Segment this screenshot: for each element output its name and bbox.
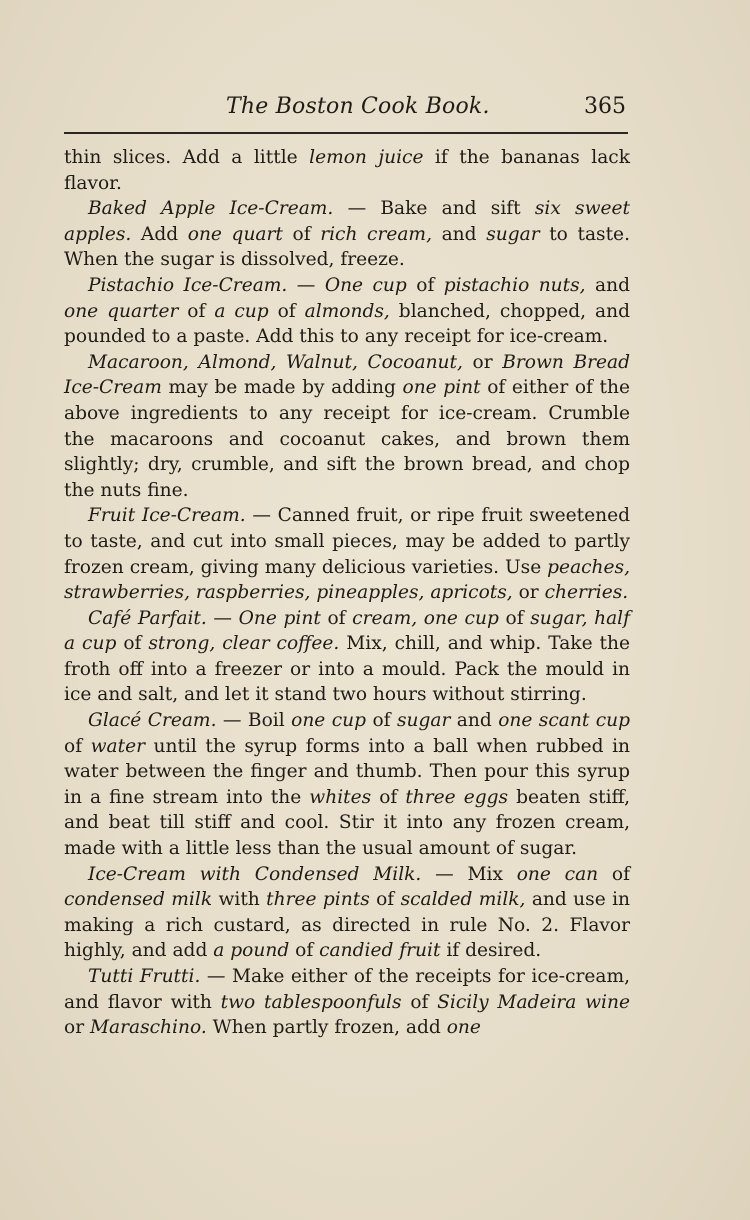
italic-text-run: sugar, half a cup xyxy=(64,607,631,655)
page-body-text xyxy=(64,145,630,1041)
text-run: and xyxy=(585,274,631,296)
header-rule xyxy=(64,132,628,134)
text-run: beaten stiff, and beat till stiff and cool. Stir it into any frozen cream, made with a little less than the usual amount of sugar. xyxy=(64,786,630,860)
text-run: thin slices. Add a little xyxy=(64,147,310,168)
italic-text-run: peaches, strawberries, raspberries, pineapples, apricots, xyxy=(64,556,630,604)
text-run: of either of the above ingredients to any receipt for ice-cream. Crumble the macaroons and cocoanut cakes, and brown them slightly; dry, crumble, and sift the brown bread, and chop the nuts fine. xyxy=(64,377,630,501)
text-run: When partly frozen, add xyxy=(206,1017,447,1039)
text-run: of xyxy=(406,274,444,296)
text-run: Add xyxy=(131,223,188,245)
italic-text-run: cream, xyxy=(352,607,418,629)
text-run: of xyxy=(598,863,630,885)
text-run: — xyxy=(206,607,239,629)
italic-text-run: One cup xyxy=(324,274,407,296)
italic-text-run: Fruit Ice-Cream. xyxy=(88,505,246,527)
text-run: or xyxy=(64,1017,90,1039)
page-number: 365 xyxy=(584,94,626,119)
text-run: until the syrup forms into a ball when rubbed in water between the finger and thumb. Then pour this syrup in a fine stream into the xyxy=(64,735,630,808)
text-run: — Bake and sift xyxy=(333,198,535,220)
italic-text-run: one cup xyxy=(291,710,367,732)
italic-text-run: one quarter xyxy=(64,300,179,322)
italic-text-run: Sicily Madeira wine xyxy=(437,991,630,1013)
italic-text-run: whites xyxy=(309,786,372,808)
text-run: or xyxy=(462,351,503,373)
text-run: and use in making a rich custard, as directed in rule No. 2. Flavor highly, and add xyxy=(64,889,631,962)
italic-text-run: six sweet apples. xyxy=(64,198,630,245)
text-run: — xyxy=(287,274,325,296)
text-run: Mix, chill, and whip. Take the froth off into a freezer or into a mould. Pack the mould in ice and salt, and let it stand two hours without stirring. xyxy=(64,633,630,706)
italic-text-run: rich cream, xyxy=(320,223,432,245)
italic-text-run: sugar xyxy=(396,710,451,732)
text-run: — Make either of the receipts for ice-cream, and flavor with xyxy=(64,966,630,1013)
text-run: or xyxy=(512,582,545,604)
text-run: to taste. When the sugar is dissolved, freeze. xyxy=(64,223,630,271)
text-run: if the bananas lack flavor. xyxy=(64,147,630,194)
text-run: of xyxy=(371,786,406,808)
italic-text-run: sugar xyxy=(486,223,540,245)
text-run: blanched, chopped, and pounded to a paste. Add this to any receipt for ice-cream. xyxy=(64,300,630,348)
text-run: and xyxy=(431,223,487,245)
paragraph-cafe-parfait xyxy=(64,606,630,708)
italic-text-run: lemon juice xyxy=(309,147,424,168)
italic-text-run: one quart xyxy=(187,223,283,245)
running-title: The Boston Cook Book. xyxy=(226,94,490,119)
italic-text-run: strong, clear coffee. xyxy=(148,633,340,655)
italic-text-run: one can xyxy=(516,863,599,885)
text-run: and xyxy=(450,710,499,732)
paragraph-condensed-milk-ice-cream xyxy=(64,862,630,964)
italic-text-run: three eggs xyxy=(405,786,509,808)
text-run: of xyxy=(178,300,215,322)
italic-text-run: Macaroon, Almond, Walnut, Cocoanut, xyxy=(88,351,463,373)
text-run: if desired. xyxy=(440,940,542,962)
italic-text-run: cherries. xyxy=(544,582,629,604)
italic-text-run: Ice-Cream with Condensed Milk. xyxy=(88,863,422,885)
text-run: of xyxy=(289,940,320,962)
italic-text-run: Pistachio Ice-Cream. xyxy=(88,274,288,296)
text-run: of xyxy=(268,300,305,322)
italic-text-run: a cup xyxy=(214,300,269,322)
italic-text-run: pistachio nuts, xyxy=(443,274,586,296)
page-header xyxy=(64,94,630,128)
italic-text-run: Baked Apple Ice-Cream. xyxy=(88,198,334,220)
paragraph-fruit-ice-cream xyxy=(64,503,630,605)
italic-text-run: one pint xyxy=(402,377,481,399)
italic-text-run: almonds, xyxy=(304,300,390,322)
paragraph-baked-apple-ice-cream xyxy=(64,196,630,273)
italic-text-run: Glacé Cream. xyxy=(88,710,217,732)
italic-text-run: one xyxy=(446,1017,481,1039)
italic-text-run: condensed milk xyxy=(64,889,213,911)
italic-text-run: three pints xyxy=(266,889,370,911)
text-run: of xyxy=(401,991,438,1013)
italic-text-run: One pint xyxy=(238,607,321,629)
paragraph-pistachio-ice-cream xyxy=(64,273,630,350)
text-run: of xyxy=(366,710,397,732)
italic-text-run: a pound xyxy=(213,940,290,962)
text-run: of xyxy=(64,735,91,757)
paragraph-macaroon-ice-cream xyxy=(64,350,630,504)
italic-text-run: one cup xyxy=(423,607,499,629)
text-run xyxy=(417,608,424,629)
text-run: of xyxy=(282,223,321,245)
italic-text-run: Maraschino. xyxy=(90,1017,207,1039)
text-run: — Boil xyxy=(216,710,292,732)
text-run: of xyxy=(498,607,531,629)
italic-text-run: one scant cup xyxy=(498,710,631,732)
italic-text-run: Café Parfait. xyxy=(88,607,207,629)
text-run: of xyxy=(320,607,353,629)
italic-text-run: Tutti Frutti. xyxy=(88,966,201,987)
paragraph-continuation xyxy=(64,145,630,196)
text-run: with xyxy=(212,889,267,911)
italic-text-run: Brown Bread Ice-Cream xyxy=(64,351,631,399)
text-run: of xyxy=(116,633,149,655)
italic-text-run: candied fruit xyxy=(319,940,441,962)
italic-text-run: two tablespoonfuls xyxy=(220,991,402,1013)
paragraph-glace-cream xyxy=(64,708,630,862)
text-run: of xyxy=(369,889,401,911)
text-run: — Canned fruit, or ripe fruit sweetened to taste, and cut into small pieces, may be added to partly frozen cream, giving many delicious varieties. Use xyxy=(64,505,630,578)
text-run: may be made by adding xyxy=(161,377,403,399)
paragraph-tutti-frutti xyxy=(64,964,630,1041)
text-run: — Mix xyxy=(421,863,517,885)
italic-text-run: scalded milk, xyxy=(400,889,526,911)
italic-text-run: water xyxy=(90,735,145,757)
